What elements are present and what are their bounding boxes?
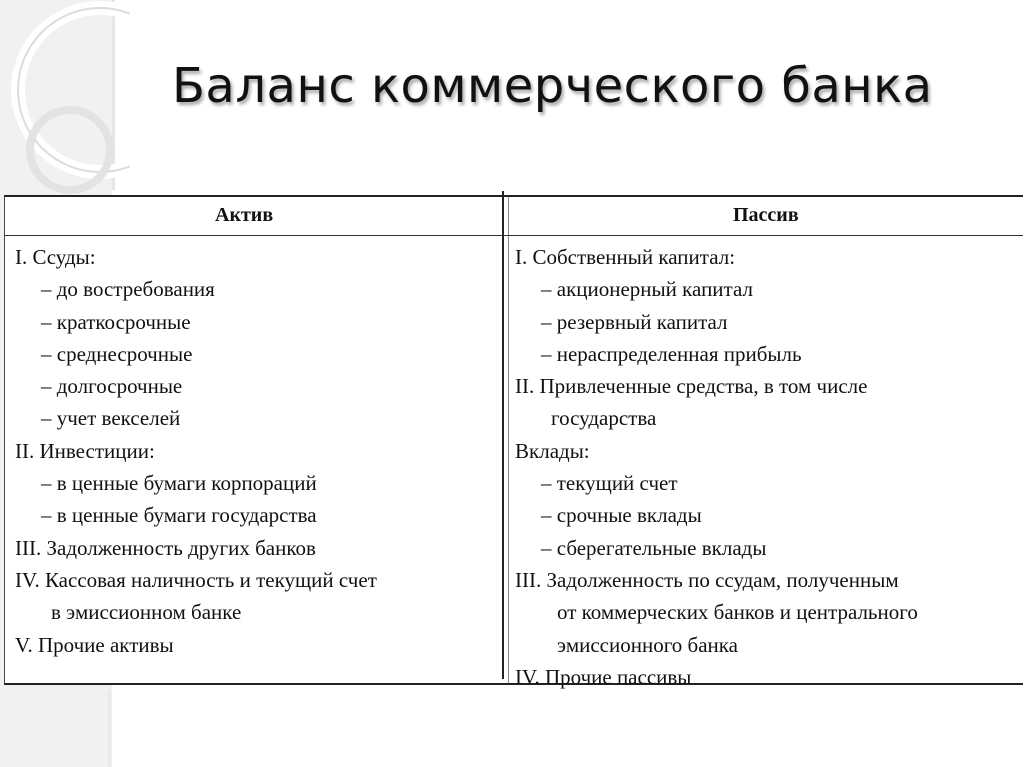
liability-row: II. Привлеченные средства, в том числе — [515, 374, 868, 399]
header-divider — [5, 235, 1023, 236]
asset-row: – долгосрочные — [41, 374, 183, 399]
liability-row: – срочные вклады — [541, 503, 702, 528]
asset-row: – среднесрочные — [41, 341, 193, 366]
assets-column — [15, 241, 495, 661]
asset-row: III. Задолженность других банков — [15, 535, 316, 560]
header-liabilities: Пассив — [733, 204, 799, 226]
liability-row: – нераспределенная прибыль — [541, 341, 802, 366]
asset-row: – краткосрочные — [41, 309, 191, 334]
liabilities-column — [515, 241, 1015, 693]
header-assets: Актив — [215, 204, 274, 226]
liability-row: IV. Прочие пассивы — [515, 664, 692, 689]
asset-row: V. Прочие активы — [15, 632, 174, 657]
asset-row: II. Инвестиции: — [15, 438, 155, 463]
asset-row: – в ценные бумаги корпораций — [41, 471, 317, 496]
liability-row: от коммерческих банков и центрального — [557, 600, 918, 625]
asset-row: в эмиссионном банке — [51, 600, 242, 625]
balance-table — [4, 195, 1023, 689]
liability-row: – резервный капитал — [541, 309, 728, 334]
asset-row: – до востребования — [41, 277, 215, 302]
liability-row: – сберегательные вклады — [541, 535, 767, 560]
asset-row: IV. Кассовая наличность и текущий счет — [15, 567, 377, 592]
liability-row: I. Собственный капитал: — [515, 245, 736, 269]
liability-row: – акционерный капитал — [541, 277, 753, 302]
asset-row: I. Ссуды: — [15, 245, 96, 269]
liability-row: государства — [551, 406, 657, 431]
liability-row: эмиссионного банка — [557, 632, 739, 657]
liability-row: III. Задолженность по ссудам, полученным — [515, 567, 899, 592]
liability-row: Вклады: — [515, 438, 590, 463]
page-title: Баланс коммерческого банка — [172, 58, 933, 114]
asset-row: – учет векселей — [41, 406, 181, 431]
column-divider — [508, 197, 509, 683]
liability-row: – текущий счет — [541, 471, 678, 496]
column-divider — [502, 191, 504, 679]
asset-row: – в ценные бумаги государства — [41, 503, 317, 528]
